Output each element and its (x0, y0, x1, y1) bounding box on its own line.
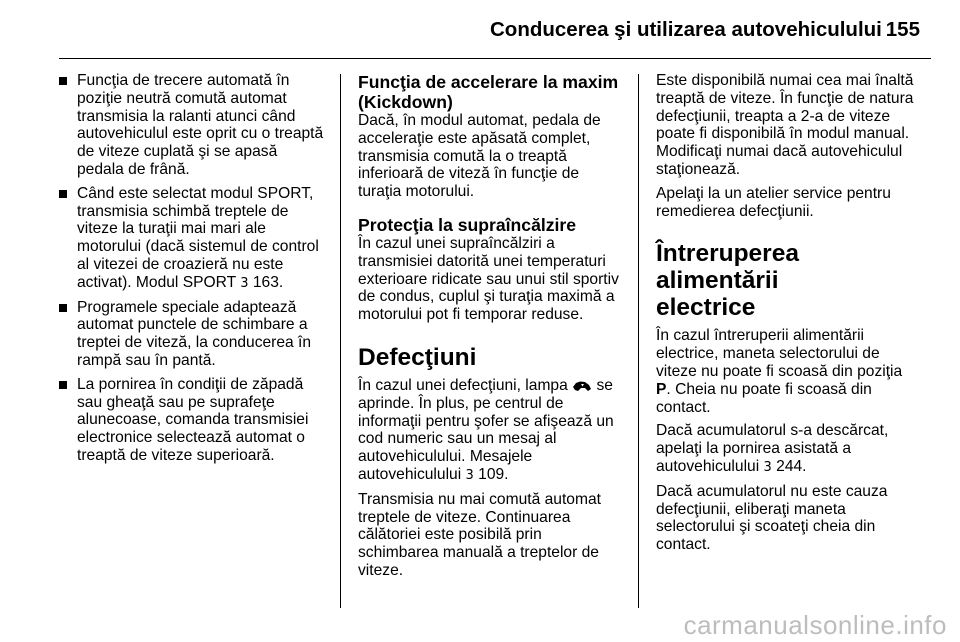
release-text: Dacă acumulatorul nu este cauza defecţiunii, eliberaţi maneta selectorului şi scoateţi cheia din contact. (656, 482, 888, 554)
faults-heading: Defecţiuni (358, 343, 477, 371)
bullet-text-body: Când este selectat modul SPORT, transmisia schimbă treptele de viteze la turaţii mai mari ale motorului (dacă sistemul de control al vitezei de croazieră nu este activat). Modul SPORT (77, 184, 319, 291)
column-divider (638, 74, 639, 608)
power-interruption-text (656, 327, 928, 416)
bullet-text: Programele speciale adaptează automat punctele de schimbare a treptei de viteză, la conducerea în rampă sau în pantă. (77, 298, 312, 369)
column-2 (358, 72, 626, 586)
page-number: 155 (885, 18, 920, 41)
kickdown-heading: Funcţia de accelerare la maxim (Kickdown) (358, 72, 619, 112)
position-p: P (656, 380, 667, 398)
bullet-marker (59, 77, 67, 85)
faults-text-rest: se aprinde. În plus, pe centrul de informaţii pentru şofer se afişează un cod numeric sau un mesaj al autovehiculului. Mesajele autovehiculului (358, 376, 614, 483)
watermark: carmanualsonline.info (683, 610, 947, 640)
xref-arrow-icon: 3 (763, 459, 772, 475)
fault-gear-text: Este disponibilă numai cea mai înaltă treaptă de viteze. În funcţie de natura defecţiunii, treapta a 2-a de viteze poate fi disponibilă în modul manual. Modificaţi numai dacă autovehiculul staţionează. (656, 72, 914, 178)
power-interruption-heading: Întreruperea alimentării electrice (656, 240, 799, 322)
power-text-start: În cazul întreruperii alimentării electrice, maneta selectorului de viteze nu poate fi scoasă din poziţia (656, 327, 903, 380)
power-text-end: . Cheia nu poate fi scoasă din contact. (656, 380, 872, 416)
header-rule (59, 58, 931, 59)
bullet-marker (59, 190, 67, 198)
faults-text-start: În cazul unei defecţiuni, lampa (358, 376, 568, 394)
overheat-text: În cazul unei supraîncălziri a transmisiei datorită unei temperaturi exterioare ridicate sau unui stil sportiv de condus, cuplul şi turaţia maximă a motorului pot fi temporar reduse. (358, 234, 619, 324)
service-text: Apelaţi la un atelier service pentru remedierea defecţiunii. (656, 184, 891, 220)
bullet-marker (59, 381, 67, 389)
bullet-text (77, 185, 329, 293)
page-reference[interactable]: 244. (776, 457, 807, 475)
overheat-heading: Protecţia la supraîncălzire (358, 214, 577, 235)
faults-text-2: Transmisia nu mai comută automat treptele de viteze. Continuarea călătoriei este posibilă prin schimbarea manuală a treptelor de viteze. (358, 490, 601, 579)
kickdown-text: Dacă, în modul automat, pedala de acceleraţie este apăsată complet, transmisia comută la o treaptă inferioară de viteză în funcţie de turaţia motorului. (358, 112, 601, 201)
faults-text (358, 377, 626, 485)
column-3 (656, 72, 928, 560)
page-reference[interactable]: 109. (478, 465, 509, 483)
list-item (59, 376, 329, 465)
bullet-text: La pornirea în condiţii de zăpadă sau gheaţă sau pe suprafeţe alunecoase, comanda transmisiei electronice selectează automat o treaptă de viteze superioară. (77, 375, 309, 464)
column-divider (340, 74, 341, 608)
list-item (59, 185, 329, 293)
battery-text-body: Dacă acumulatorul s-a descărcat, apelaţi la pornirea asistată a autovehiculului (656, 422, 889, 475)
xref-arrow-icon: 3 (465, 467, 474, 483)
bullet-text: Funcţia de trecere automată în poziţie neutră comută automat transmisia la ralanti atunci când autovehiculul este oprit cu o treaptă de viteze cuplată şi se apasă pedala de frână. (77, 72, 324, 178)
header-title: Conducerea şi utilizarea autovehiculului (490, 18, 882, 41)
bullet-marker (59, 304, 67, 312)
list-item (59, 72, 329, 179)
transmission-warning-icon (572, 380, 592, 392)
xref-arrow-icon: 3 (240, 275, 249, 291)
list-item (59, 299, 329, 370)
column-1 (59, 72, 329, 471)
page-reference[interactable]: 163. (252, 273, 284, 291)
battery-text (656, 422, 928, 476)
